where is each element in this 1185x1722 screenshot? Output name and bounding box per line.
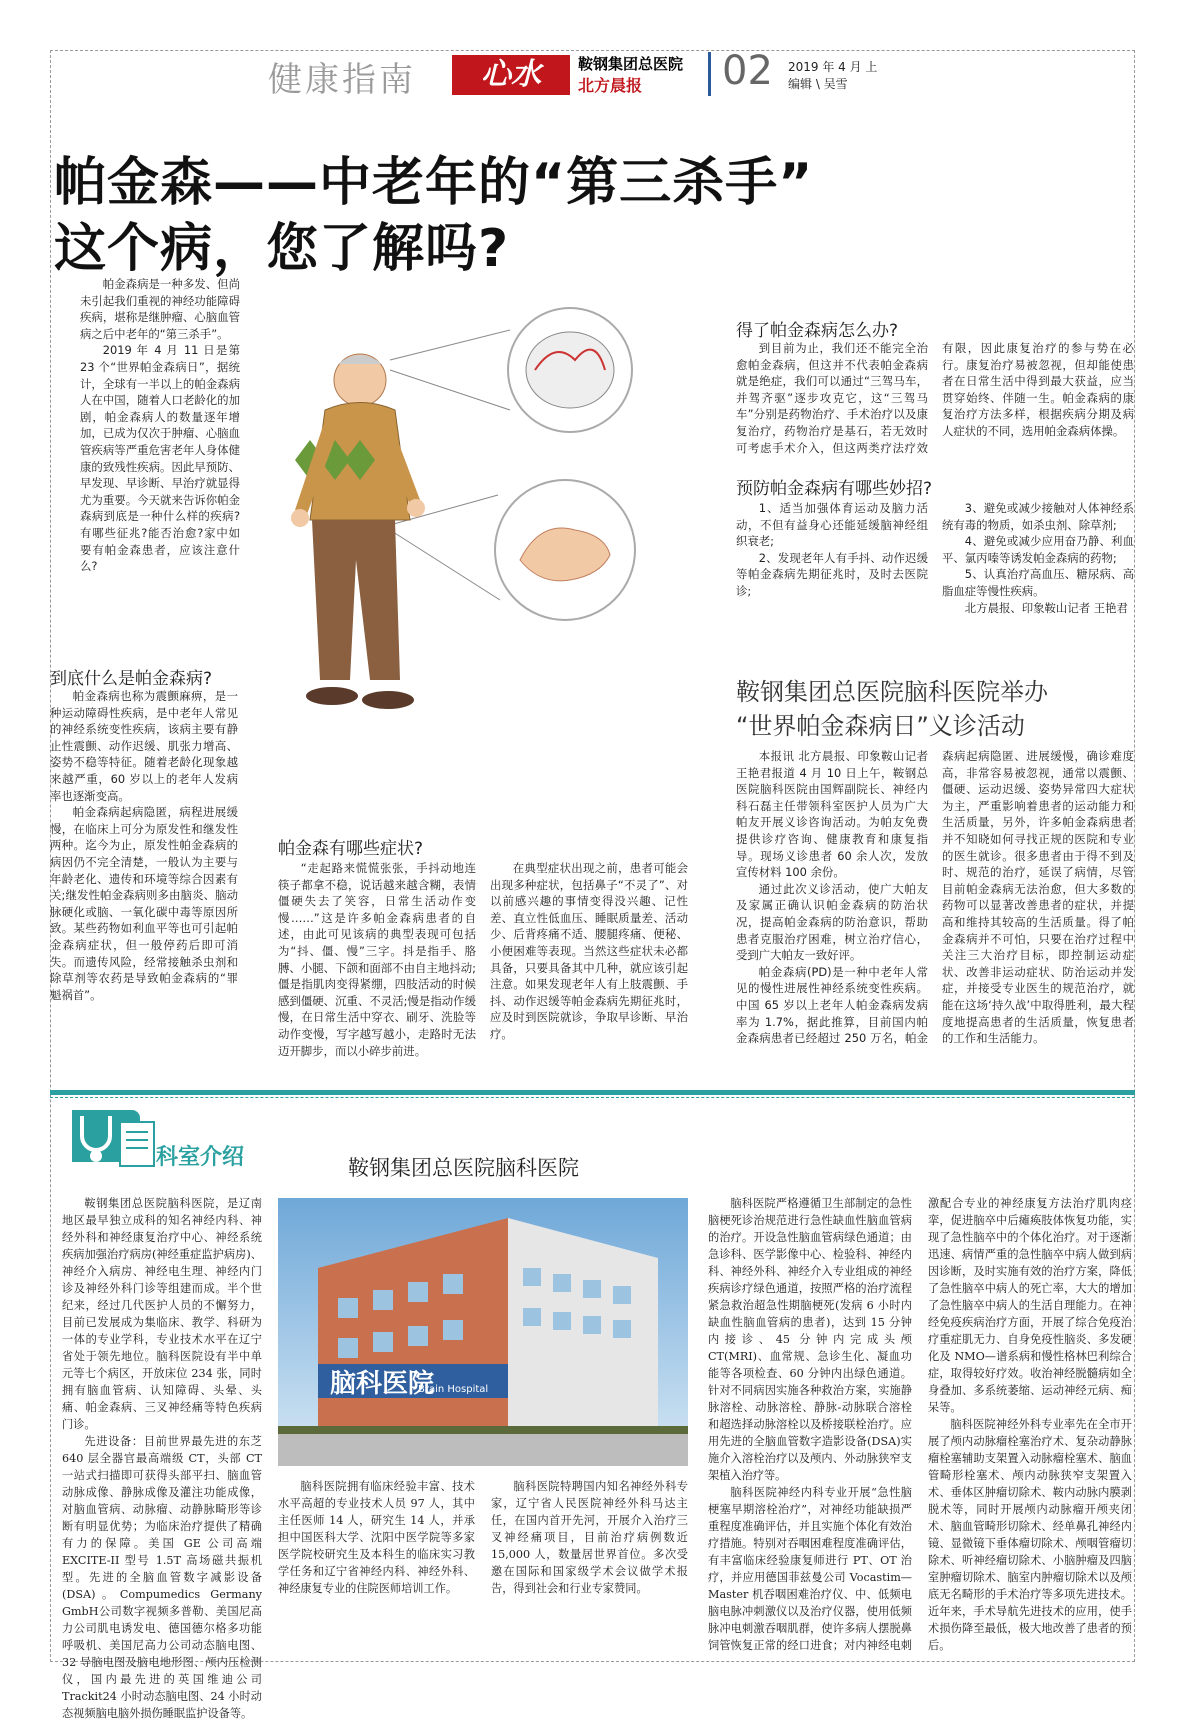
prevention-item: 4、避免或减少应用奋乃静、利血平、氯丙嗪等诱发帕金森病的药物; bbox=[942, 534, 1134, 565]
page-number: 02 bbox=[722, 48, 773, 94]
dept-section-label: 科室介绍 bbox=[156, 1144, 245, 1170]
event-title bbox=[736, 675, 1048, 743]
intro-column bbox=[80, 276, 240, 575]
paper-name: 北方晨报 bbox=[578, 76, 643, 95]
what-is-heading: 到底什么是帕金森病? bbox=[50, 669, 213, 689]
section-divider-dashed bbox=[50, 1097, 1135, 1099]
headline-line2: 这个病，您了解吗? bbox=[54, 219, 510, 279]
hospital-name: 鞍钢集团总医院 bbox=[578, 55, 684, 73]
dept-paragraph: 先进设备：目前世界最先进的东芝 640 层全器官最高端级 CT，头部 CT 一站式扫描即可获得头部平扫、脑血管动脉成像、静脉成像及灌注功能成像，对脑血管病、动脉瘤、动静脉畸形等诊断有明显优势；为临床治疗提供了精确有力的保障。美国 GE 公司高端 EXCITE-II 型号 1.5T 高场磁共振机型。先进的全脑血管数字减影设备(DSA)。Compumedics Germany GmbH公司数字视频多普勒、美国尼高力公司肌电诱发电、德国德尔格多功能呼吸机、美国尼高力公司动态脑电图、32 导脑电图及脑电地形图、颅内压检测仪，国内最先进的英国维迪公司 Trackit24 小时动态脑电图、24 小时动态视频脑电脑外损伤睡眠监护设备等。 bbox=[62, 1435, 262, 1720]
dept-paragraph: 鞍钢集团总医院脑科医院，是辽南地区最早独立成科的知名神经内科、神经外科和神经康复治疗中心、神经系统疾病加强治疗病房(神经重症监护病房)、神经介入病房、神经电生理、神经内门诊及神经外科门诊等组建而成。半个世纪来，经过几代医护人员的不懈努力，目前已发展成为集临床、教学、科研为一体的专业学科，专业技术水平在辽宁省处于领先地位。脑科医院设有半中单元等七个病区，开放床位 234 张，同时拥有脑血管病、认知障碍、头晕、头痛、帕金森病、三叉神经痛等特色疾病门诊。 bbox=[62, 1197, 262, 1431]
dept-paragraph: 脑科医院神经内科专业开展“急性脑梗塞早期溶栓治疗”，对神经功能缺损严重程度准确评估，并且实施个体化有效治疗措施。特别对吞咽困难程度准确评估，有丰富临床经验康复师进行 PT、OT 治疗，并应用德国菲兹曼公司 Vocastim—Master 机吞咽困难治疗仪、中、低频电脑电脉冲刺激仪以及治疗仪器，使用低频脉冲电刺激吞咽肌群，使许多病人摆脱鼻饲管恢复正常的经口进食；对内神经电刺激配合专业的神经康复方法治疗肌肉痉挛，促进脑卒中后瘫痪肢体恢复功能，实现了急性脑卒中的个体化治疗。对于逐渐迅速、病情严重的急性脑卒中病人做到病因诊断，及时实施有效的治疗方案，降低了急性脑卒中病人的死亡率，大大的增加了急性脑卒中病人的生活自理能力。在神经免疫疾病治疗方面，开展了综合免疫治疗重症肌无力、自身免疫性脑炎、多发硬化及 NMO—谱系病和慢性格林巴利综合症，取得较好疗效。收治神经脱髓病如全身叠加、多系统萎缩、运动神经元病、痴呆等。 bbox=[708, 1197, 1132, 1652]
event-columns bbox=[736, 748, 1134, 1047]
paper-logo: 心水 bbox=[452, 55, 570, 95]
prevention-heading: 预防帕金森病有哪些妙招? bbox=[736, 479, 933, 499]
dept-title: 鞍钢集团总医院脑科医院 bbox=[348, 1156, 579, 1180]
hospital-sign-text: 脑科医院 bbox=[330, 1369, 435, 1399]
treatment-columns bbox=[736, 340, 1134, 456]
event-paragraph: 本报讯 北方晨报、印象鞍山记者王艳君报道 4 月 10 日上午，鞍钢总医院脑科医院由国辉副院长、神经内科石磊主任带领科室医护人员为广大帕友开展义诊咨询活动。为帕友免费提供诊疗咨询、健康教育和康复指导。现场义诊患者 60 余人次，发放宣传材料 100 余份。 bbox=[736, 749, 928, 880]
section-name: 健康指南 bbox=[268, 60, 416, 100]
what-is-paragraph: 帕金森病起病隐匿，病程进展缓慢，在临床上可分为原发性和继发性两种。迄今为止，原发性帕金森病的病因仍不完全清楚，一般认为主要与年龄老化、遗传和环境等综合因素有关;继发性帕金森病则多由脑炎、脑动脉硬化或脑、一氧化碳中毒等原因所致。某些药物如利血平等也可引起帕金森病症状，但一般停药后即可消失。而遗传风险，经常接触杀虫剂和除草剂等农药是导致帕金森病的“罪魁祸首”。 bbox=[50, 805, 238, 1002]
intro-paragraph: 2019 年 4 月 11 日是第 23 个“世界帕金森病日”，据统计，全球有一半以上的帕金森病人在中国，随着人口老龄化的加剧，帕金森病人的数量逐年增加，已成为仅次于肿瘤、心脑血管疾病等严重危害老年人身体健康的致残性疾病。因此早预防、早发现、早诊断、早治疗就显得尤为重要。今天就来告诉你帕金森病到底是一种什么样的疾病?有哪些征兆?能否治愈?家中如要有帕金森患者，应该注意什么? bbox=[80, 343, 240, 574]
prevention-item: 1、适当加强体育运动及脑力活动，不但有益身心还能延缓脑神经组织衰老; bbox=[736, 501, 928, 549]
dept-column-1 bbox=[62, 1195, 262, 1722]
event-title-line2: “世界帕金森病日”义诊活动 bbox=[736, 712, 1025, 740]
hospital-sign-english: Brain Hospital bbox=[418, 1384, 489, 1395]
editor-credit: 编辑 \ 吴雪 bbox=[788, 77, 848, 91]
parkinson-illustration bbox=[230, 300, 670, 820]
treatment-heading: 得了帕金森病怎么办? bbox=[736, 321, 899, 341]
prevention-item: 3、避免或减少接触对人体神经系统有毒的物质，如杀虫剂、除草剂; bbox=[942, 501, 1134, 532]
masthead-divider bbox=[708, 52, 711, 96]
treatment-paragraph: 到目前为止，我们还不能完全治愈帕金森病，但这并不代表帕金森病就是绝症，我们可以通过“三驾马车，并驾齐驱”逐步攻克它，这“三驾马车”分别是药物治疗、手术治疗以及康复治疗，药物治疗是基石，若无效时可考虑手术介入，但这两类疗法疗效有限，因此康复治疗的参与势在必行。康复治疗易被忽视，但却能使患者在日常生活中得到最大获益，应当贯穿始终、伴随一生。帕金森病的康复治疗方法多样，根据疾病分期及病人症状的不同，选用帕金森病体操。 bbox=[736, 341, 1134, 455]
dept-columns-3 bbox=[708, 1195, 1132, 1654]
prevention-byline: 北方晨报、印象鞍山记者 王艳君 bbox=[964, 600, 1128, 615]
dept-paragraph: 脑科医院严格遵循卫生部制定的急性脑梗死诊治规范进行急性缺血性脑血管病的治疗。开设急性脑血管病绿色通道；由急诊科、医学影像中心、检验科、神经内科、神经外科、神经介入专业组成的神经疾病诊疗绿色通道，按照严格的治疗流程紧急救治超急性期脑梗死(发病 6 小时内缺血性脑血管病的患者)，达到 15 分钟内接诊、45 分钟内完成头颅 CT(MRI)、血常规、急诊生化、凝血功能等各项检查、60 分钟内出绿色通道。针对不同病因实施各种救治方案，实施静脉溶栓、动脉溶栓、静脉-动脉联合溶栓和超选择动脉溶栓以及桥接联栓治疗。应用先进的全脑血管数字造影设备(DSA)实施介入溶栓治疗以及颅内、外动脉狭窄支架植入治疗等。 bbox=[708, 1197, 912, 1482]
symptoms-columns bbox=[278, 860, 688, 1059]
dept-paragraph: 脑科医院神经外科专业率先在全市开展了颅内动脉瘤栓塞治疗术、复杂动静脉瘤栓塞辅助支架置入动脉瘤栓塞术、脑血管畸形栓塞术、颅内动脉狭窄支架置入术、垂体区肿瘤切除术、鞍内动脉内膜剥脱术等，同时开展颅内动脉瘤开颅夹闭术、脑血管畸形切除术、经单鼻孔神经内镜、显微镜下垂体瘤切除术、颅咽管瘤切除术、听神经瘤切除术、小脑肿瘤及四脑室肿瘤切除术、脑室内肿瘤切除术以及颅底无名畸形的手术治疗等多项先进技术。近年来，手术导航先进技术的应用，使手术损伤降至最低，极大地改善了患者的预后。 bbox=[928, 1418, 1132, 1652]
event-paragraph: 通过此次义诊活动，使广大帕友及家属正确认识帕金森病的防治状况，提高帕金森病的防治意识，帮助患者克服治疗困难，树立治疗信心，受到广大帕友一致好评。 bbox=[736, 881, 928, 963]
issue-date: 2019 年 4 月 上 bbox=[788, 60, 878, 74]
prevention-item: 5、认真治疗高血压、糖尿病、高脂血症等慢性疾病。 bbox=[942, 567, 1134, 598]
dept-paragraph: 脑科医院特聘国内知名神经外科专家，辽宁省人民医院神经外科马达主任，在国内首开先河，开展介入治疗三叉神经痛项目，目前治疗病例数近 15,000 人，数量居世界首位。多次受邀在国际和国家级学术会议做学术报告，得到社会和行业专家赞同。 bbox=[491, 1480, 688, 1595]
event-title-line1: 鞍钢集团总医院脑科医院举办 bbox=[736, 678, 1048, 706]
dept-columns-2 bbox=[278, 1478, 688, 1597]
what-is-paragraph: 帕金森病也称为震颤麻痹，是一种运动障碍性疾病，是中老年人常见的神经系统变性疾病，该病主要有静止性震颤、动作迟缓、肌张力增高、姿势不稳等特征。随着老龄化现象越来越严重，60 岁以上的老年人发病率也逐渐变高。 bbox=[50, 689, 238, 803]
prevention-columns bbox=[736, 500, 1134, 616]
symptoms-paragraph: “走起路来慌慌张张，手抖动地连筷子都拿不稳，说话越来越含糊，表情僵硬失去了笑容，日常生活动作变慢……”这是许多帕金森病患者的自述，由此可见该病的典型表现可包括为“抖、僵、慢”三字。抖是指手、胳膊、小腿、下颌和面部不由自主地抖动;僵是指肌肉变得紧绷，四肢活动的时候感到僵硬、沉重、不灵活;慢是指动作缓慢，在日常生活中穿衣、刷牙、洗脸等动作变慢，写字越写越小，走路时无法迈开脚步，而以小碎步前进。 bbox=[278, 861, 476, 1058]
what-is-column bbox=[50, 688, 238, 1003]
prevention-item: 2、发现老年人有手抖、动作迟缓等帕金森病先期征兆时，及时去医院诊; bbox=[736, 550, 928, 598]
symptoms-paragraph: 在典型症状出现之前，患者可能会出现多种症状，包括鼻子“不灵了”、对以前感兴趣的事情变得没兴趣、记性差、直立性低血压、睡眠质量差、活动少、后背疼痛不适、腰腿疼痛、便秘、小便困难等表现。当然这些症状未必都具备，只要具备其中几种，就应该引起注意。如果发现老年人有上肢震颤、手抖、动作迟缓等帕金森病先期征兆时，应及时到医院就诊，争取早诊断、早治疗。 bbox=[490, 861, 688, 1041]
intro-paragraph: 帕金森病是一种多发、但尚未引起我们重视的神经功能障碍疾病，堪称是继肿瘤、心脑血管病之后中老年的“第三杀手”。 bbox=[80, 277, 240, 341]
headline-line1: 帕金森——中老年的“第三杀手” bbox=[54, 153, 814, 213]
dept-paragraph: 脑科医院拥有临床经验丰富、技术水平高超的专业技术人员 97 人，其中主任医师 14 人，研究生 14 人，并承担中国医科大学、沈阳中医学院等多家医学院校研究生及本科生的临床实习教学任务和辽宁省神经内科、神经外科、神经康复专业的住院医师培训工作。 bbox=[278, 1480, 475, 1595]
section-divider bbox=[50, 1090, 1135, 1095]
hospital-building-photo bbox=[278, 1198, 688, 1466]
symptoms-heading: 帕金森有哪些症状? bbox=[278, 839, 424, 859]
headline bbox=[54, 150, 954, 282]
event-paragraph: 帕金森病(PD)是一种中老年人常见的慢性进展性神经系统变性疾病。中国 65 岁以上老年人帕金森病发病率为 1.7%，据此推算，目前国内帕金森病患者已经超过 250 万名，帕金森病起病隐匿、进展缓慢，确诊难度高，非常容易被忽视，通常以震颤、僵硬、运动迟缓、姿势异常四大症状为主，严重影响着患者的运动能力和生活质量，另外，许多帕金森病患者并不知晓如何寻找正规的医院和专业的医生就诊。很多患者由于得不到及时、规范的治疗，延误了病情，尽管目前帕金森病无法治愈，但大多数的药物可以显著改善患者的症状，并提高和维持其较高的生活质量。得了帕金森病并不可怕，只要在治疗过程中关注三大治疗目标，即控制运动症状、改善非运动症状、防治运动并发症，并接受专业医生的规范治疗，就能在这场‘持久战’中取得胜利，最大程度地提高患者的生活质量，恢复患者的工作和生活能力。 bbox=[736, 749, 1134, 1046]
